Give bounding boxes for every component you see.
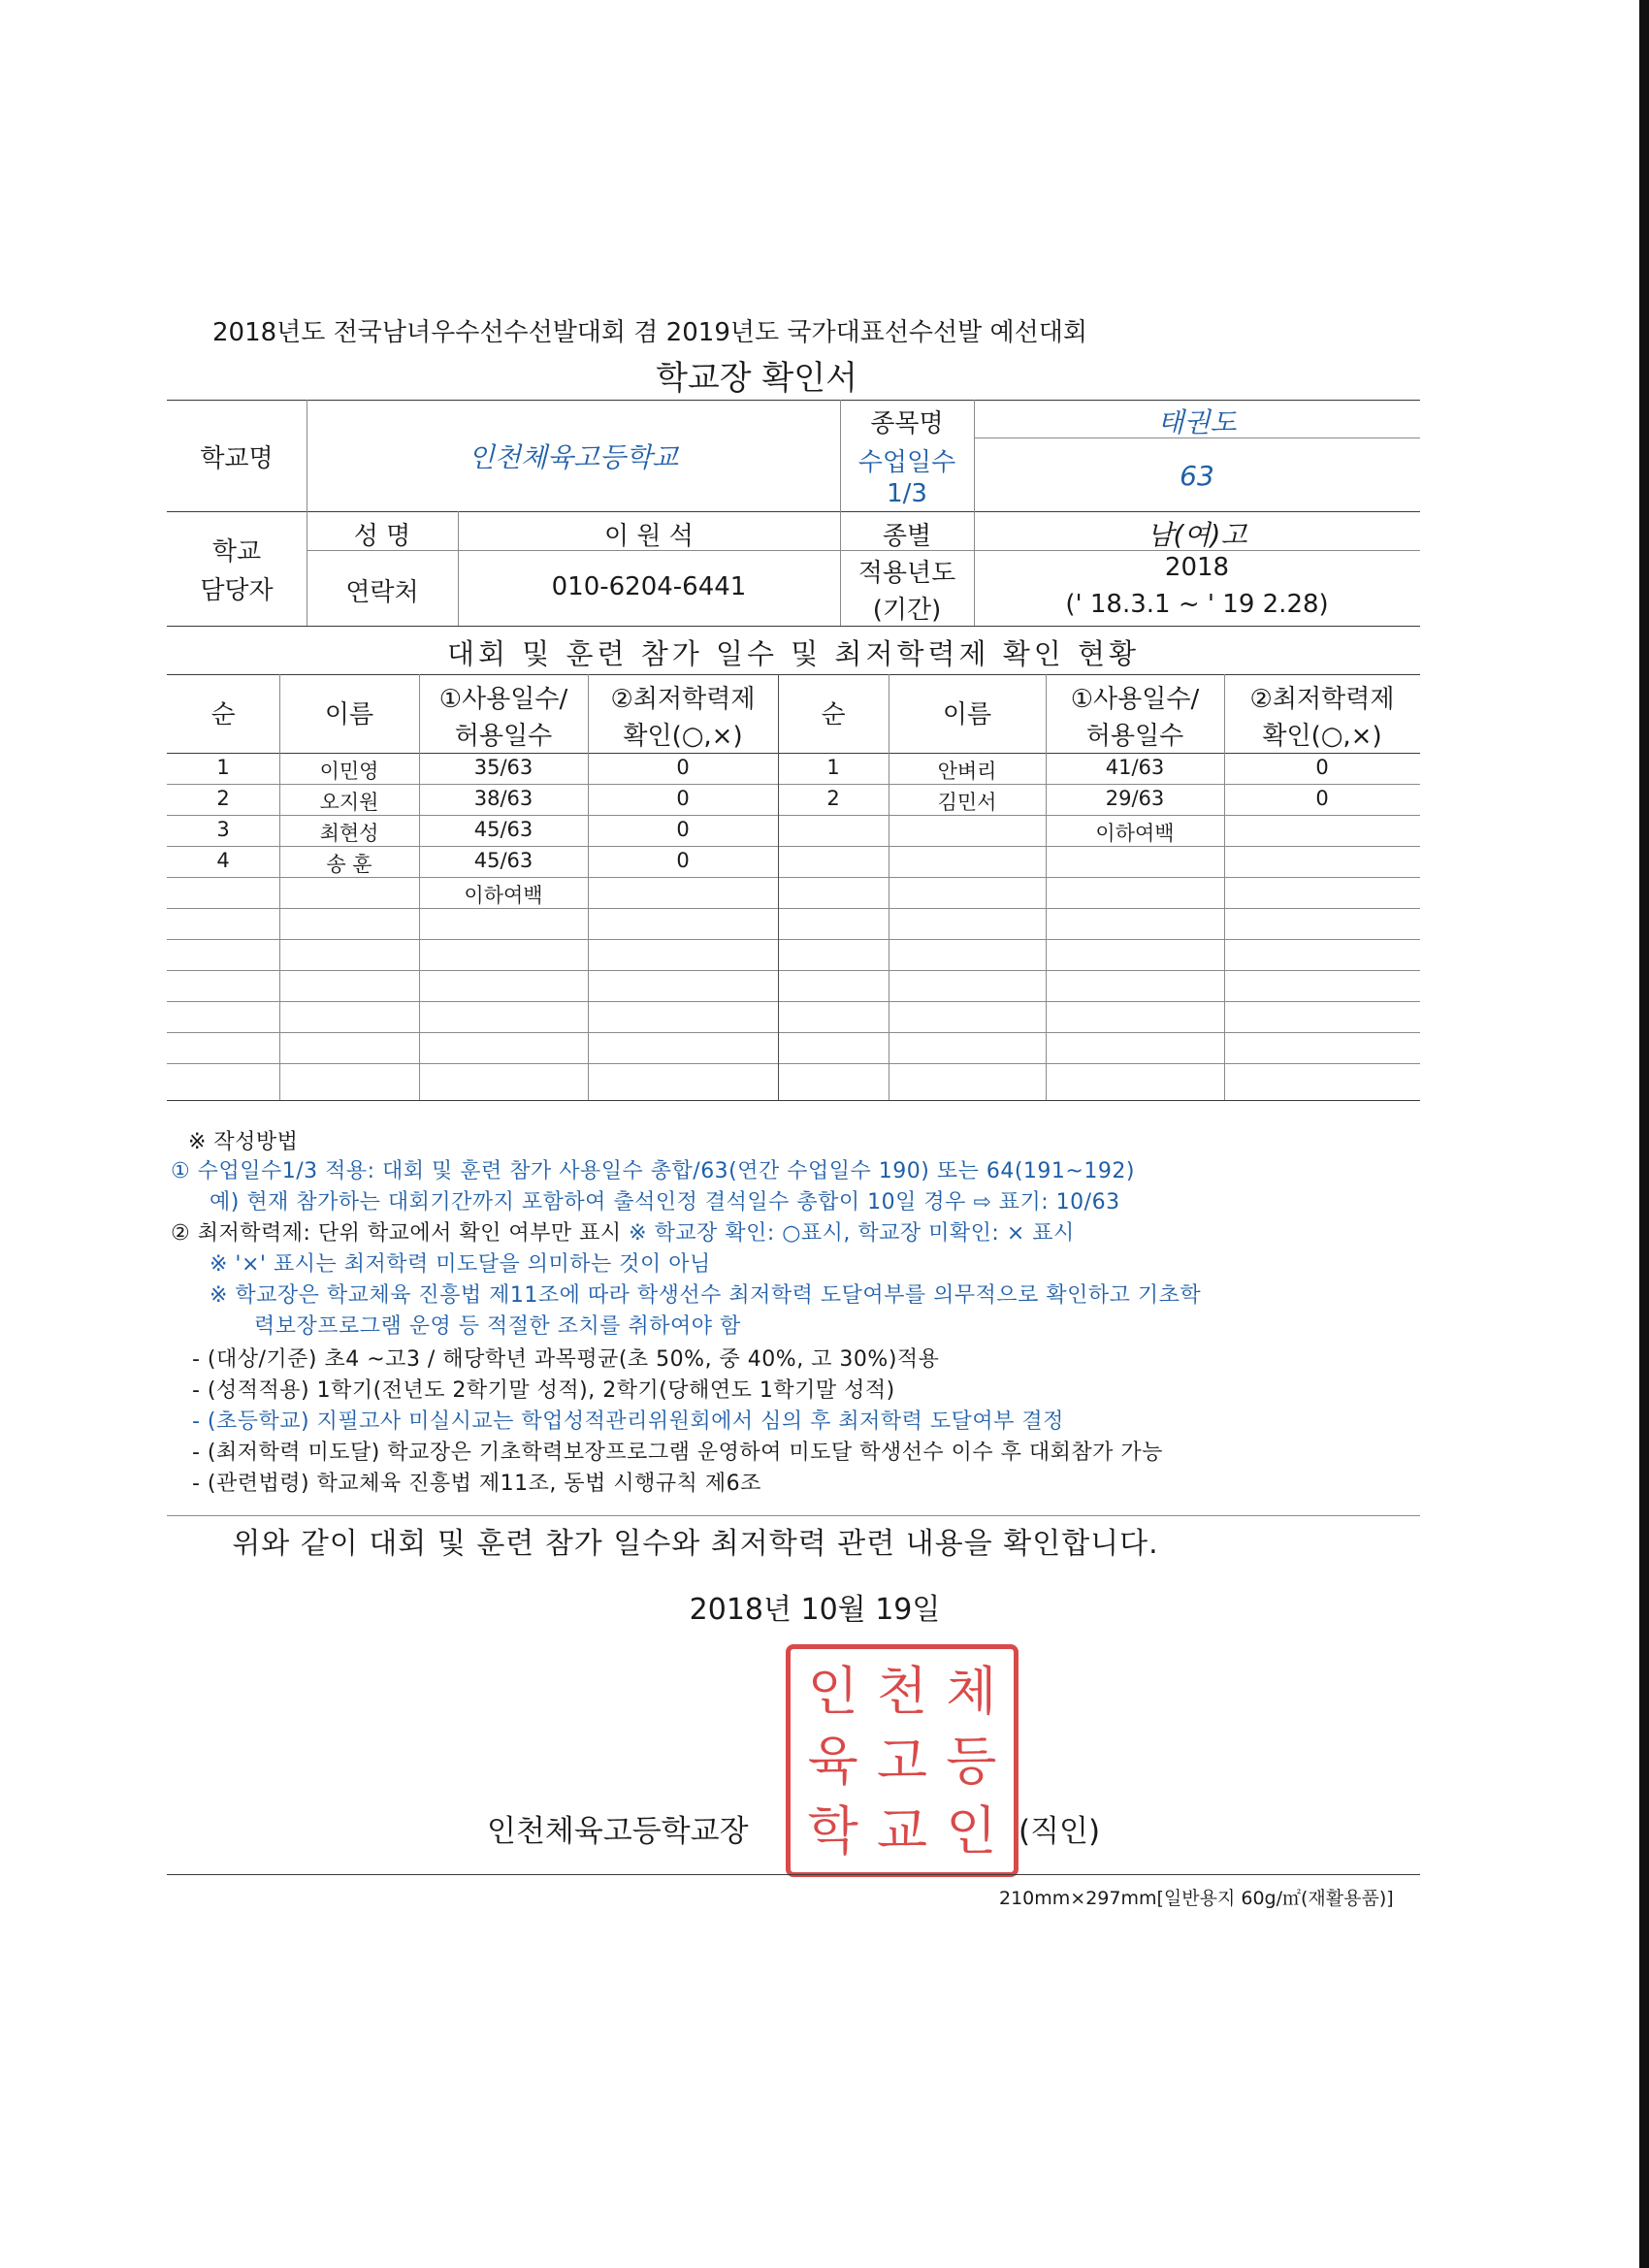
table-cell-days: 45/63: [473, 849, 534, 872]
col-header-days-2: 허용일수: [454, 722, 553, 751]
col-header-check: ②최저학력제: [610, 685, 756, 714]
note-min-academic-text: ② 최저학력제: 단위 학교에서 확인 여부만 표시: [171, 1221, 622, 1246]
note-principal-duty-2: 력보장프로그램 운영 등 적절한 조치를 취하여야 함: [254, 1314, 741, 1339]
gender-value: 남(여)고: [1147, 519, 1247, 551]
manager-label: 학교: [211, 537, 262, 567]
table-cell-days: 29/63: [1105, 787, 1165, 810]
note-min-academic-mark: ※ 학교장 확인: ○표시, 학교장 미확인: × 표시: [629, 1221, 1075, 1246]
contact-label: 연락처: [345, 578, 419, 607]
note-principal-duty: ※ 학교장은 학교체육 진흥법 제11조에 따라 학생선수 최저학력 도달여부를 의무적으로 확인하고 기초학: [210, 1283, 1202, 1308]
table-cell-name: 오지원: [319, 791, 379, 814]
table-row-line: [167, 939, 1420, 940]
table-header-border: [167, 753, 1420, 754]
table-row-line: [167, 908, 1420, 909]
table-cell-name: 송 훈: [326, 853, 372, 876]
table-cell-order: 3: [216, 818, 230, 841]
col-header-name: 이름: [942, 700, 992, 729]
blank-remainder-note: 이하여백: [464, 884, 543, 907]
detail-grade-apply: - (성적적용) 1학기(전년도 2학기말 성적), 2학기(당해연도 1학기말 성적): [192, 1378, 895, 1403]
info-bottom-border: [167, 626, 1420, 627]
table-cell-check: 0: [676, 756, 690, 779]
table-cell-days: 45/63: [473, 818, 534, 841]
col-header-check: ②최저학력제: [1249, 685, 1395, 714]
table-cell-check: 0: [676, 849, 690, 872]
blank-remainder-note: 이하여백: [1095, 822, 1175, 845]
paper-spec: 210mm×297mm[일반용지 60g/㎡(재활용품)]: [999, 1888, 1394, 1909]
name-label: 성 명: [353, 522, 411, 551]
document-title: 학교장 확인서: [656, 359, 857, 398]
event-value: 태권도: [1157, 406, 1237, 438]
table-cell-check: 0: [676, 787, 690, 810]
table-row-line: [167, 1032, 1420, 1033]
official-seal: 인 천 체 육 고 등 학 교 인: [786, 1644, 1018, 1877]
table-center-divider: [778, 674, 779, 1100]
gender-label: 종별: [882, 522, 932, 551]
col-header-days-2: 허용일수: [1085, 722, 1184, 751]
table-cell-days: 38/63: [473, 787, 534, 810]
notes-heading: ※ 작성방법: [188, 1130, 299, 1154]
table-cell-name: 김민서: [937, 791, 997, 814]
seal-notation: (직인): [1018, 1814, 1101, 1849]
table-cell-name: 이민영: [319, 760, 379, 783]
detail-not-reached: - (최저학력 미도달) 학교장은 기초학력보장프로그램 운영하여 미도달 학생선수 이수 후 대회참가 가능: [192, 1441, 1163, 1465]
table-bottom-border: [167, 1100, 1420, 1101]
table-cell-order: 2: [826, 787, 840, 810]
table-cell-order: 4: [216, 849, 230, 872]
info-line: [167, 511, 1420, 512]
table-cell-name: 최현성: [319, 822, 379, 845]
class-days-fraction: 1/3: [887, 479, 927, 508]
footer-divider: [167, 1874, 1420, 1875]
table-cell-check: 0: [676, 818, 690, 841]
year-value: 2018: [1164, 553, 1230, 582]
detail-elementary: - (초등학교) 지필고사 미실시교는 학업성적관리위원회에서 심의 후 최저학력 도달여부 결정: [192, 1409, 1064, 1434]
contact-value: 010-6204-6441: [551, 572, 747, 601]
note-class-days-example: 예) 현재 참가하는 대회기간까지 포함하여 출석인정 결석일수 총합이 10일 경우 ⇨ 표기: 10/63: [210, 1190, 1120, 1215]
col-header-check-2: 확인(○,×): [623, 722, 743, 751]
document-subtitle: 2018년도 전국남녀우수선수선발대회 겸 2019년도 국가대표선수선발 예선대회: [211, 318, 1088, 347]
table-cell-check: 0: [1315, 787, 1329, 810]
manager-label-2: 담당자: [200, 576, 274, 605]
note-min-academic: [171, 1216, 1075, 1247]
table-row-line: [167, 1063, 1420, 1064]
table-cell-check: 0: [1315, 756, 1329, 779]
class-days-value: 63: [1180, 460, 1214, 492]
table-top-border: [167, 674, 1420, 675]
table-cell-order: 1: [216, 756, 230, 779]
info-top-border: [167, 400, 1420, 401]
principal-title: 인천체육고등학교장: [487, 1814, 749, 1849]
table-cell-order: 1: [826, 756, 840, 779]
name-value: 이 원 석: [604, 522, 694, 551]
notes-divider: [167, 1515, 1420, 1516]
col-header-order: 순: [821, 700, 846, 729]
class-days-label: 수업일수: [857, 448, 956, 477]
col-header-order: 순: [210, 700, 236, 729]
note-class-days: ① 수업일수1/3 적용: 대회 및 훈련 참가 사용일수 총합/63(연간 수업일수 190) 또는 64(191~192): [171, 1159, 1135, 1183]
period-value: (' 18.3.1 ~ ' 19 2.28): [1065, 590, 1329, 619]
col-header-name: 이름: [324, 700, 374, 729]
table-cell-days: 41/63: [1105, 756, 1165, 779]
confirmation-statement: 위와 같이 대회 및 훈련 참가 일수와 최저학력 관련 내용을 확인합니다.: [232, 1527, 1159, 1561]
year-period-label: (기간): [872, 596, 942, 625]
table-cell-order: 2: [216, 787, 230, 810]
table-row-line: [167, 970, 1420, 971]
table-cell-days: 35/63: [473, 756, 534, 779]
year-label: 적용년도: [857, 559, 956, 588]
col-header-check-2: 확인(○,×): [1262, 722, 1382, 751]
confirmation-date: 2018년 10월 19일: [689, 1593, 941, 1627]
status-title: 대회 및 훈련 참가 일수 및 최저학력제 확인 현황: [446, 637, 1140, 670]
scan-edge: [1639, 0, 1649, 2268]
school-name-value: 인천체육고등학교: [468, 441, 679, 473]
event-label: 종목명: [870, 409, 944, 438]
detail-law: - (관련법령) 학교체육 진흥법 제11조, 동법 시행규칙 제6조: [192, 1472, 761, 1496]
table-col-divider: [279, 674, 280, 1100]
table-row-line: [167, 1001, 1420, 1002]
detail-target: - (대상/기준) 초4 ~고3 / 해당학년 과목평균(초 50%, 중 40%, 고 30%)적용: [192, 1347, 940, 1372]
col-header-days: ①사용일수/: [438, 685, 568, 714]
col-header-days: ①사용일수/: [1070, 685, 1200, 714]
note-x-mark: ※ '×' 표시는 최저학력 미도달을 의미하는 것이 아님: [210, 1252, 711, 1277]
table-cell-name: 안벼리: [937, 760, 997, 783]
school-name-label: 학교명: [200, 444, 274, 473]
